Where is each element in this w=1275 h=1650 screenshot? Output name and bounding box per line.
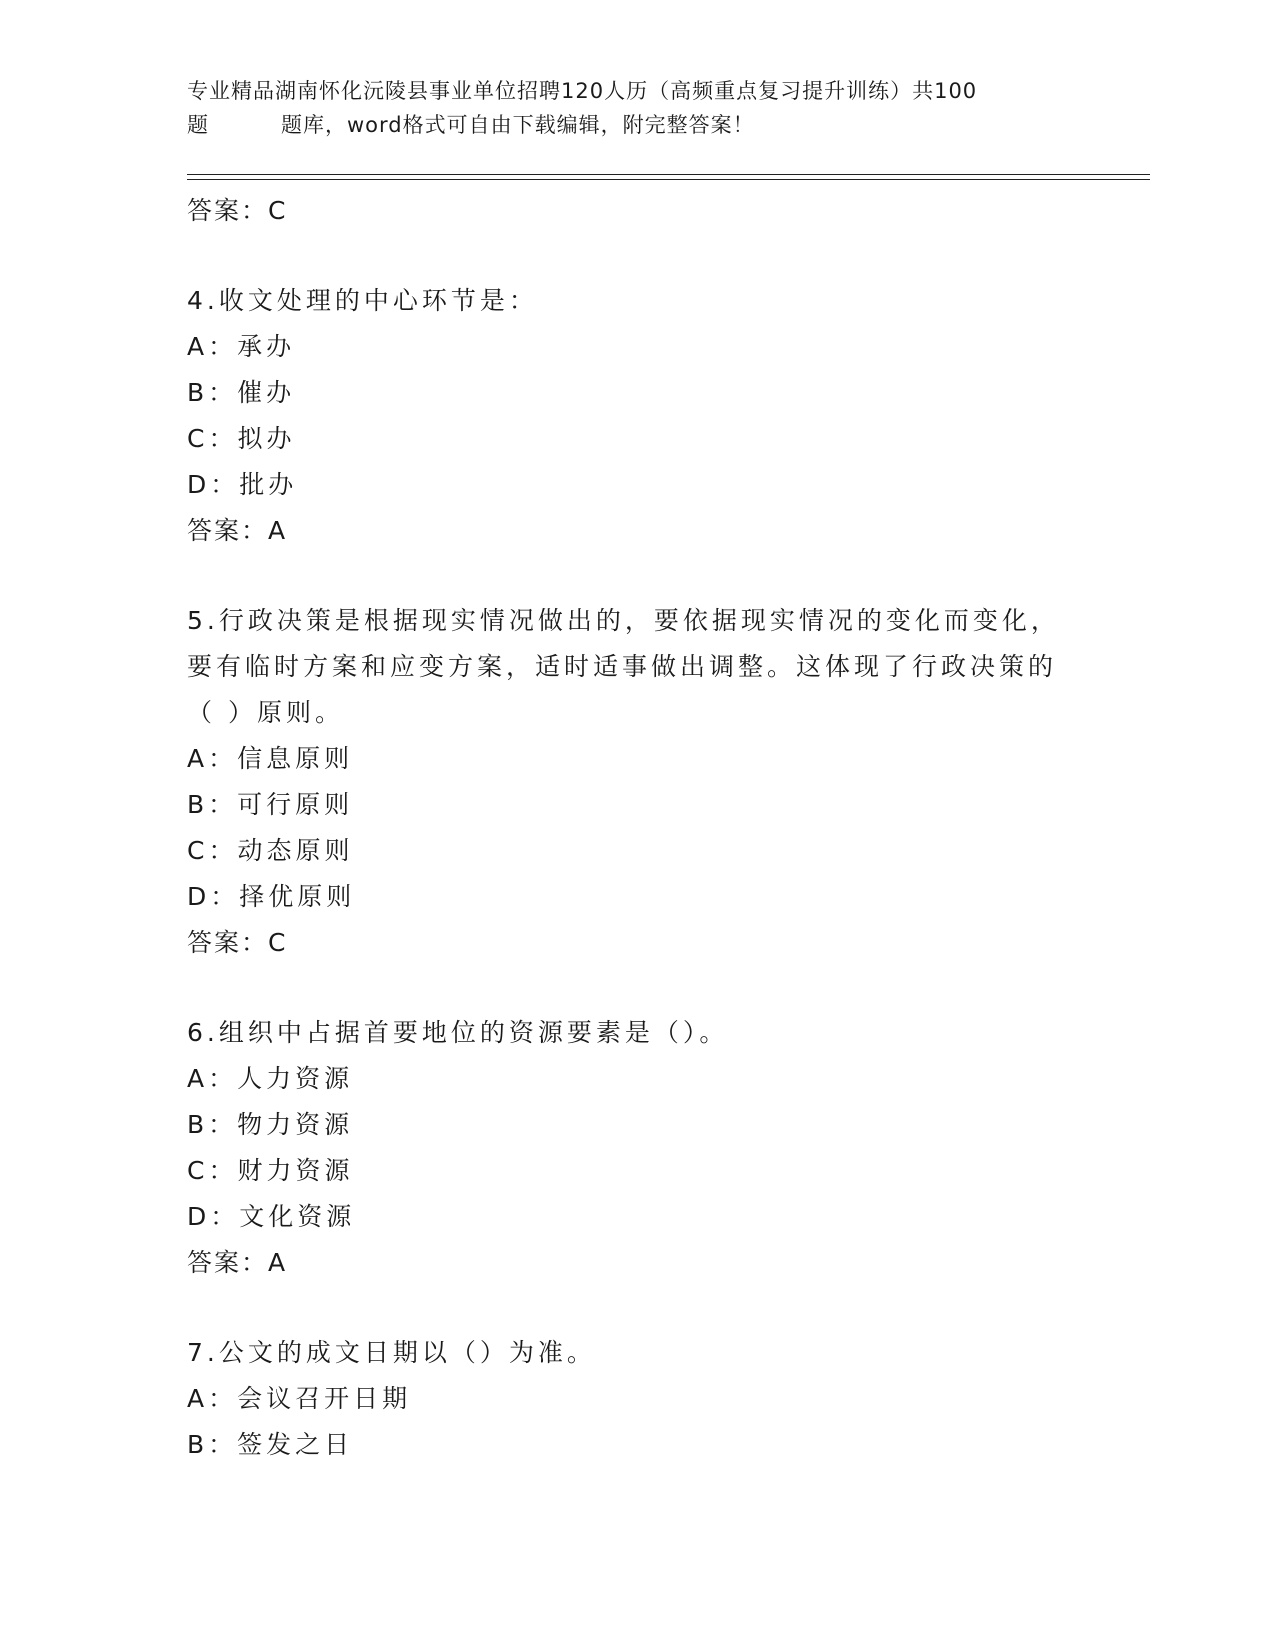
option-b: B：可行原则 bbox=[187, 790, 354, 819]
option-a: A：会议召开日期 bbox=[187, 1384, 412, 1413]
question-text: 6.组织中占据首要地位的资源要素是（）。 bbox=[187, 1018, 729, 1047]
option-c: C：财力资源 bbox=[187, 1156, 354, 1185]
option-a: A：人力资源 bbox=[187, 1064, 354, 1093]
header-line-1: 专业精品湖南怀化沅陵县事业单位招聘120人历（高频重点复习提升训练）共100 bbox=[187, 79, 978, 103]
option-c: C：拟办 bbox=[187, 424, 296, 453]
question-text-line-2: 要有临时方案和应变方案，适时适事做出调整。这体现了行政决策的 bbox=[187, 652, 1058, 681]
question-4 bbox=[187, 278, 1087, 554]
header-line-2 bbox=[187, 108, 1087, 142]
question-text-line-3: （ ）原则。 bbox=[187, 698, 344, 727]
header-line-2-start: 题 bbox=[187, 113, 209, 137]
document-header bbox=[187, 74, 1087, 142]
option-d: D：批办 bbox=[187, 470, 298, 499]
option-a: A：承办 bbox=[187, 332, 296, 361]
question-text: 7.公文的成文日期以（）为准。 bbox=[187, 1338, 596, 1367]
option-d: D：择优原则 bbox=[187, 882, 356, 911]
header-rule-top bbox=[187, 174, 1150, 175]
question-text: 4.收文处理的中心环节是： bbox=[187, 286, 538, 315]
question-6 bbox=[187, 1010, 1087, 1286]
answer: 答案：A bbox=[187, 516, 288, 545]
option-a: A：信息原则 bbox=[187, 744, 354, 773]
option-c: C：动态原则 bbox=[187, 836, 354, 865]
option-d: D：文化资源 bbox=[187, 1202, 356, 1231]
option-b: B：催办 bbox=[187, 378, 296, 407]
question-list bbox=[187, 188, 1087, 1468]
question-5 bbox=[187, 598, 1087, 966]
header-rule-bottom bbox=[187, 179, 1150, 180]
option-b: B：物力资源 bbox=[187, 1110, 354, 1139]
answer: 答案：C bbox=[187, 928, 288, 957]
question-text-line-1: 5.行政决策是根据现实情况做出的，要依据现实情况的变化而变化， bbox=[187, 606, 1060, 635]
option-b: B：签发之日 bbox=[187, 1430, 354, 1459]
answer: 答案：A bbox=[187, 1248, 288, 1277]
question-7 bbox=[187, 1330, 1087, 1468]
answer-q3: 答案：C bbox=[187, 196, 288, 225]
header-line-2-rest: 题库，word格式可自由下载编辑，附完整答案！ bbox=[281, 113, 755, 137]
